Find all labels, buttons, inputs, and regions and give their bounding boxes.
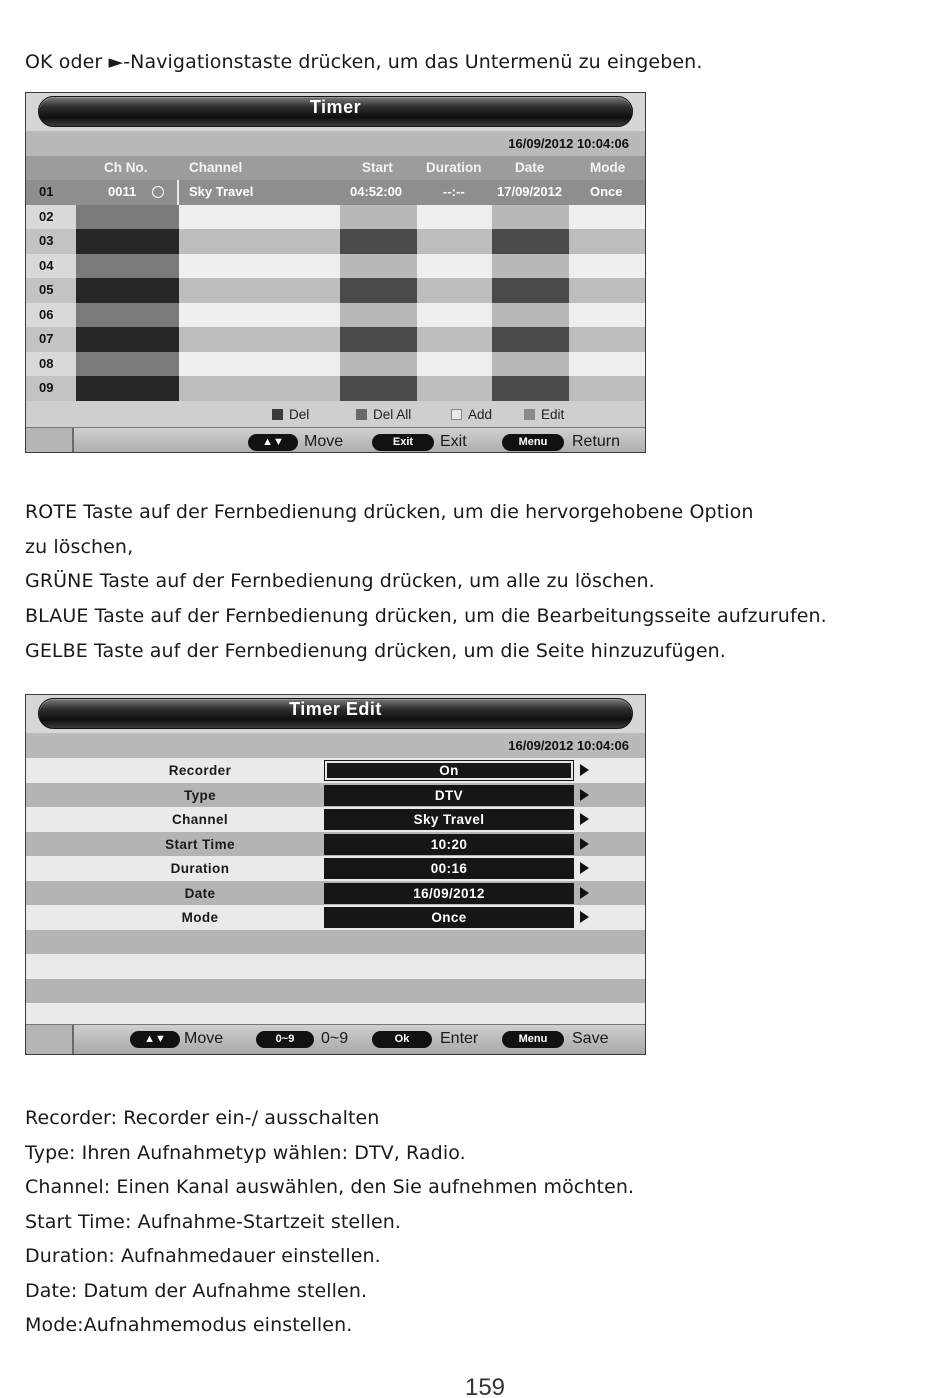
field-label: Mode	[181, 910, 219, 925]
desc-start-time: Start Time: Aufnahme-Startzeit stellen.	[25, 1211, 402, 1233]
ok-key-icon: Ok	[372, 1031, 432, 1048]
legend-add-label: Add	[468, 406, 493, 422]
menu-key-icon: Menu	[502, 434, 564, 451]
legend-edit-label: Edit	[541, 406, 565, 422]
table-cell	[76, 278, 179, 303]
row-number: 06	[39, 306, 54, 322]
table-row[interactable]	[26, 254, 645, 279]
red-key-icon	[272, 409, 283, 420]
table-cell	[179, 229, 340, 254]
edit-move-hint: Move	[184, 1030, 224, 1047]
intro-text: OK oder ►-Navigationstaste drücken, um das Untermenü zu eingeben.	[25, 51, 703, 73]
desc-recorder: Recorder: Recorder ein-/ ausschalten	[25, 1107, 380, 1129]
table-cell	[179, 254, 340, 279]
entry-date: 17/09/2012	[497, 184, 563, 199]
field-value[interactable]: 00:16	[324, 858, 574, 879]
table-cell	[179, 205, 340, 230]
timer-table-header	[26, 156, 645, 180]
table-cell	[569, 278, 646, 303]
table-cell	[340, 327, 417, 352]
timer-titlebar	[26, 93, 645, 131]
entry-mode: Once	[590, 184, 623, 199]
hint-bar-stub	[26, 428, 74, 454]
arrow-right-icon[interactable]	[580, 838, 589, 850]
green-key-icon	[356, 409, 367, 420]
table-row[interactable]	[26, 303, 645, 328]
table-cell	[179, 327, 340, 352]
field-value[interactable]: Sky Travel	[324, 809, 574, 830]
row-number: 09	[39, 380, 54, 395]
edit-field-row[interactable]	[26, 832, 645, 857]
field-value[interactable]: DTV	[324, 785, 574, 806]
edit-hint-bar-stub	[26, 1025, 74, 1054]
table-cell	[417, 327, 492, 352]
table-cell	[76, 352, 179, 377]
table-row[interactable]	[26, 327, 645, 352]
field-label: Duration	[170, 861, 230, 876]
edit-field-list	[26, 758, 645, 1028]
table-row[interactable]	[26, 180, 645, 205]
instruction-blue: BLAUE Taste auf der Fernbedienung drücken, um die Bearbeitungsseite aufzurufen.	[25, 605, 827, 627]
table-cell	[76, 327, 179, 352]
col-ch-no: Ch No.	[104, 160, 148, 175]
arrow-right-icon[interactable]	[580, 813, 589, 825]
table-cell	[179, 352, 340, 377]
return-hint: Return	[572, 432, 621, 450]
timer-table-body	[26, 180, 645, 401]
timer-hint-bar	[26, 427, 645, 454]
timer-title: Timer	[309, 97, 362, 117]
empty-row	[26, 954, 645, 979]
row-number: 07	[39, 331, 54, 346]
desc-channel: Channel: Einen Kanal auswählen, den Sie aufnehmen möchten.	[25, 1176, 635, 1198]
table-cell	[492, 278, 569, 303]
arrow-right-icon[interactable]	[580, 911, 589, 923]
table-cell	[569, 205, 646, 230]
row-number: 02	[39, 208, 54, 224]
arrow-right-icon[interactable]	[580, 764, 589, 776]
selection-divider	[177, 180, 179, 205]
timer-datetime: 16/09/2012 10:04:06	[26, 131, 645, 156]
timer-screen	[25, 92, 646, 453]
row-number: 03	[39, 233, 54, 248]
legend-del-label: Del	[289, 406, 310, 422]
field-label: Date	[184, 885, 216, 901]
empty-row	[26, 979, 645, 1004]
table-cell	[76, 229, 179, 254]
legend-edit	[524, 407, 564, 422]
table-cell	[417, 303, 492, 328]
empty-row	[26, 930, 645, 955]
yellow-key-icon	[451, 409, 462, 420]
table-cell	[569, 303, 646, 328]
edit-field-row[interactable]	[26, 807, 645, 832]
selected-timer-entry[interactable]	[26, 180, 645, 205]
table-cell	[340, 229, 417, 254]
edit-titlebar	[26, 695, 645, 733]
table-cell	[569, 327, 646, 352]
desc-type: Type: Ihren Aufnahmetyp wählen: DTV, Radio.	[25, 1142, 466, 1164]
entry-ch-no: 0011	[108, 184, 137, 199]
arrow-right-icon[interactable]	[580, 789, 589, 801]
table-cell	[492, 229, 569, 254]
field-label: Start Time	[165, 836, 235, 852]
instruction-red: ROTE Taste auf der Fernbedienung drücken, um die hervorgehobene Option	[25, 501, 754, 523]
table-cell	[492, 205, 569, 230]
table-cell	[417, 352, 492, 377]
edit-field-row[interactable]	[26, 758, 645, 783]
table-cell	[76, 205, 179, 230]
move-key-icon: ▲▼	[248, 434, 298, 451]
table-row[interactable]	[26, 278, 645, 303]
table-cell	[492, 254, 569, 279]
field-label: Channel	[171, 812, 229, 827]
table-row[interactable]	[26, 376, 645, 401]
desc-date: Date: Datum der Aufnahme stellen.	[25, 1280, 368, 1302]
arrow-right-icon[interactable]	[580, 862, 589, 874]
menu-key-icon: Menu	[502, 1031, 564, 1048]
field-label: Recorder	[168, 763, 232, 778]
table-row[interactable]	[26, 352, 645, 377]
clock-icon	[152, 186, 164, 198]
desc-duration: Duration: Aufnahmedauer einstellen.	[25, 1245, 381, 1267]
table-row[interactable]	[26, 229, 645, 254]
desc-mode: Mode:Aufnahmemodus einstellen.	[25, 1314, 353, 1336]
edit-field-row[interactable]	[26, 856, 645, 881]
edit-save-hint: Save	[572, 1030, 609, 1047]
col-date: Date	[515, 160, 545, 175]
table-cell	[76, 376, 179, 401]
table-cell	[340, 303, 417, 328]
col-mode: Mode	[590, 160, 626, 175]
table-cell	[492, 376, 569, 401]
color-key-legend	[26, 401, 645, 427]
row-number: 04	[39, 257, 54, 273]
field-value[interactable]: 16/09/2012	[324, 883, 574, 904]
row-number: 08	[39, 355, 54, 371]
table-cell	[417, 278, 492, 303]
instruction-red-cont: zu löschen,	[25, 536, 134, 558]
table-cell	[340, 352, 417, 377]
digits-key-icon: 0~9	[256, 1031, 314, 1048]
exit-key-icon: Exit	[372, 434, 434, 451]
table-cell	[569, 352, 646, 377]
table-cell	[340, 254, 417, 279]
row-number: 01	[39, 184, 54, 199]
field-label: Type	[183, 787, 217, 803]
edit-field-row[interactable]	[26, 783, 645, 808]
table-cell	[492, 303, 569, 328]
table-cell	[179, 303, 340, 328]
instruction-green: GRÜNE Taste auf der Fernbedienung drücken, um alle zu löschen.	[25, 570, 655, 592]
table-cell	[492, 352, 569, 377]
legend-del	[272, 407, 309, 422]
entry-start: 04:52:00	[350, 184, 403, 199]
entry-channel: Sky Travel	[189, 184, 254, 199]
table-cell	[417, 205, 492, 230]
table-cell	[76, 254, 179, 279]
table-cell	[569, 254, 646, 279]
table-cell	[417, 254, 492, 279]
move-key-icon: ▲▼	[130, 1031, 180, 1048]
page-number: 159	[464, 1374, 506, 1398]
entry-duration: --:--	[443, 184, 465, 199]
legend-del-all-label: Del All	[373, 406, 412, 422]
edit-enter-hint: Enter	[440, 1030, 479, 1047]
col-channel: Channel	[189, 160, 243, 175]
field-value[interactable]: 10:20	[324, 834, 574, 855]
edit-digits-hint: 0~9	[321, 1030, 349, 1047]
move-hint: Move	[304, 432, 344, 450]
table-cell	[179, 278, 340, 303]
blue-key-icon	[524, 409, 535, 420]
arrow-right-icon[interactable]	[580, 887, 589, 899]
col-duration: Duration	[426, 160, 482, 175]
table-row[interactable]	[26, 205, 645, 230]
edit-hint-bar	[26, 1024, 645, 1054]
table-cell	[340, 205, 417, 230]
table-cell	[417, 229, 492, 254]
table-cell	[340, 278, 417, 303]
table-cell	[569, 376, 646, 401]
edit-field-row[interactable]	[26, 881, 645, 906]
table-cell	[492, 327, 569, 352]
table-cell	[76, 303, 179, 328]
legend-del-all	[356, 407, 411, 422]
exit-hint: Exit	[440, 432, 467, 450]
field-value[interactable]: Once	[324, 907, 574, 928]
timer-edit-screen	[25, 694, 646, 1055]
edit-datetime: 16/09/2012 10:04:06	[26, 733, 645, 758]
legend-add	[451, 407, 492, 422]
edit-title: Timer Edit	[289, 699, 382, 719]
row-number: 05	[39, 282, 54, 297]
table-cell	[417, 376, 492, 401]
table-cell	[340, 376, 417, 401]
field-value[interactable]: On	[324, 760, 574, 781]
col-start: Start	[362, 160, 393, 175]
table-cell	[569, 229, 646, 254]
instruction-yellow: GELBE Taste auf der Fernbedienung drücken, um die Seite hinzuzufügen.	[25, 640, 726, 662]
edit-field-row[interactable]	[26, 905, 645, 930]
table-cell	[179, 376, 340, 401]
